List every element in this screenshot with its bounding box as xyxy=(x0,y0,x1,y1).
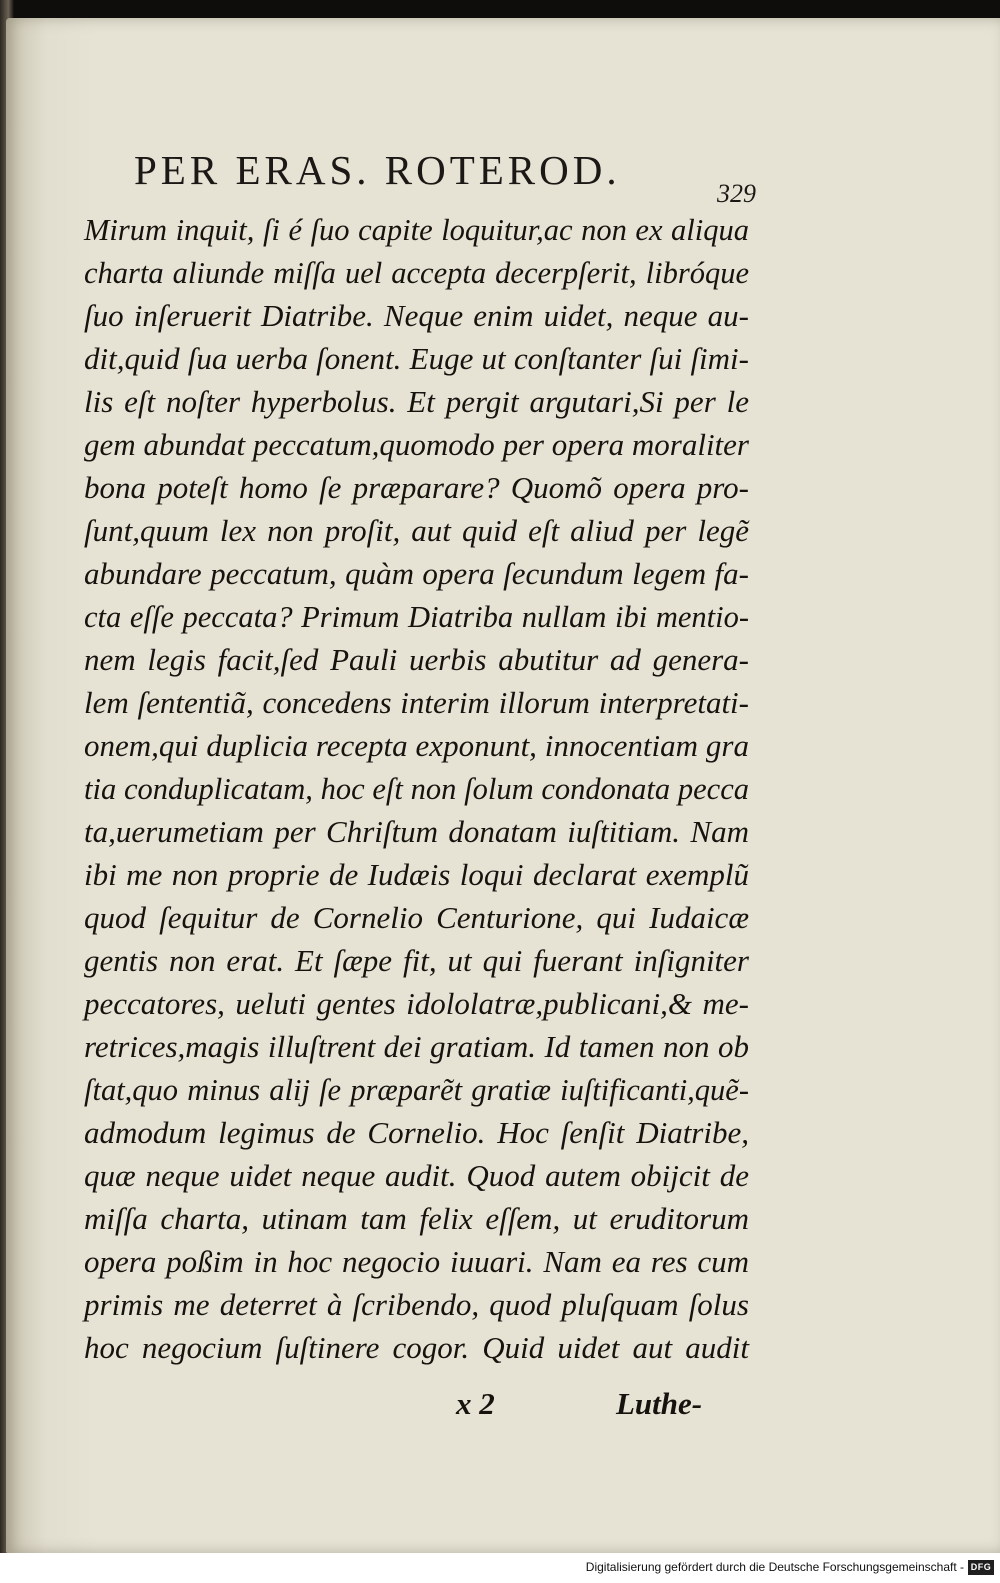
book-page xyxy=(6,18,1000,1553)
text-line: cta eſſe peccata? Primum Diatriba nullam ibi mentio- xyxy=(84,600,749,634)
funding-credit: Digitalisierung gefördert durch die Deutsche Forschungsgemeinschaft - xyxy=(585,1560,964,1574)
text-line: ta,uerumetiam per Chriſtum donatam iuſtitiam. Nam xyxy=(84,814,749,849)
text-line: retrices,magis illuſtrent dei gratiam. Id tamen non ob xyxy=(84,1029,749,1064)
text-line: onem,qui duplicia recepta exponunt, innocentiam gra xyxy=(84,728,749,763)
text-line: abundare peccatum, quàm opera ſecundum legem fa- xyxy=(84,556,749,591)
text-line: gentis non erat. Et ſæpe fit, ut qui fuerant inſigniter xyxy=(84,943,749,978)
text-line: opera poßim in hoc negocio iuuari. Nam ea res cum xyxy=(84,1244,749,1279)
text-line: quæ neque uidet neque audit. Quod autem obijcit de xyxy=(84,1158,749,1193)
text-line: dit,quid ſua uerba ſonent. Euge ut conſtanter ſui ſimi- xyxy=(84,341,749,376)
text-line: miſſa charta, utinam tam felix eſſem, ut eruditorum xyxy=(84,1201,749,1236)
text-line: Mirum inquit, ſi é ſuo capite loquitur,ac non ex aliqua xyxy=(84,213,749,247)
text-line: ſuo inſeruerit Diatribe. Neque enim uidet, neque au- xyxy=(84,298,749,333)
text-line: ibi me non proprie de Iudæis loqui declarat exemplũ xyxy=(84,857,749,892)
text-line: quod ſequitur de Cornelio Centurione, qui Iudaicæ xyxy=(84,900,749,935)
text-line: lem ſententiã, concedens interim illorum interpretati- xyxy=(84,685,749,720)
text-line: nem legis facit,ſed Pauli uerbis abutitur ad genera- xyxy=(84,642,749,677)
text-line: ſunt,quum lex non proſit, aut quid eſt aliud per legẽ xyxy=(84,513,749,548)
text-line: hoc negocium ſuſtinere cogor. Quid uidet aut audit xyxy=(84,1330,749,1365)
text-line: gem abundat peccatum,quomodo per opera moraliter xyxy=(84,427,749,462)
signature-mark: x 2 xyxy=(456,1386,495,1421)
text-line: bona poteſt homo ſe præparare? Quomõ opera pro- xyxy=(84,470,749,505)
digitization-footer xyxy=(0,1553,1000,1583)
page-foot-line xyxy=(456,1386,756,1426)
text-line: peccatores, ueluti gentes idololatræ,publicani,& me- xyxy=(84,986,749,1021)
text-line: admodum legimus de Cornelio. Hoc ſenſit Diatribe, xyxy=(84,1115,749,1150)
dfg-logo-icon: DFG xyxy=(968,1560,994,1575)
running-head: PER ERAS. ROTEROD. xyxy=(134,147,621,193)
text-line: primis me deterret à ſcribendo, quod pluſquam ſolus xyxy=(84,1287,749,1322)
text-line: tia conduplicatam, hoc eſt non ſolum condonata pecca xyxy=(84,772,749,806)
text-line: charta aliunde miſſa uel accepta decerpſerit, libróque xyxy=(84,256,749,290)
text-line: ſtat,quo minus alij ſe præparẽt gratiæ iuſtificanti,quẽ- xyxy=(84,1073,749,1107)
catchword: Luthe- xyxy=(616,1386,703,1421)
text-line: lis eſt noſter hyperbolus. Et pergit argutari,Si per le xyxy=(84,384,749,419)
page-number: 329 xyxy=(717,179,756,208)
body-text xyxy=(84,210,749,1370)
page-header xyxy=(134,146,754,206)
